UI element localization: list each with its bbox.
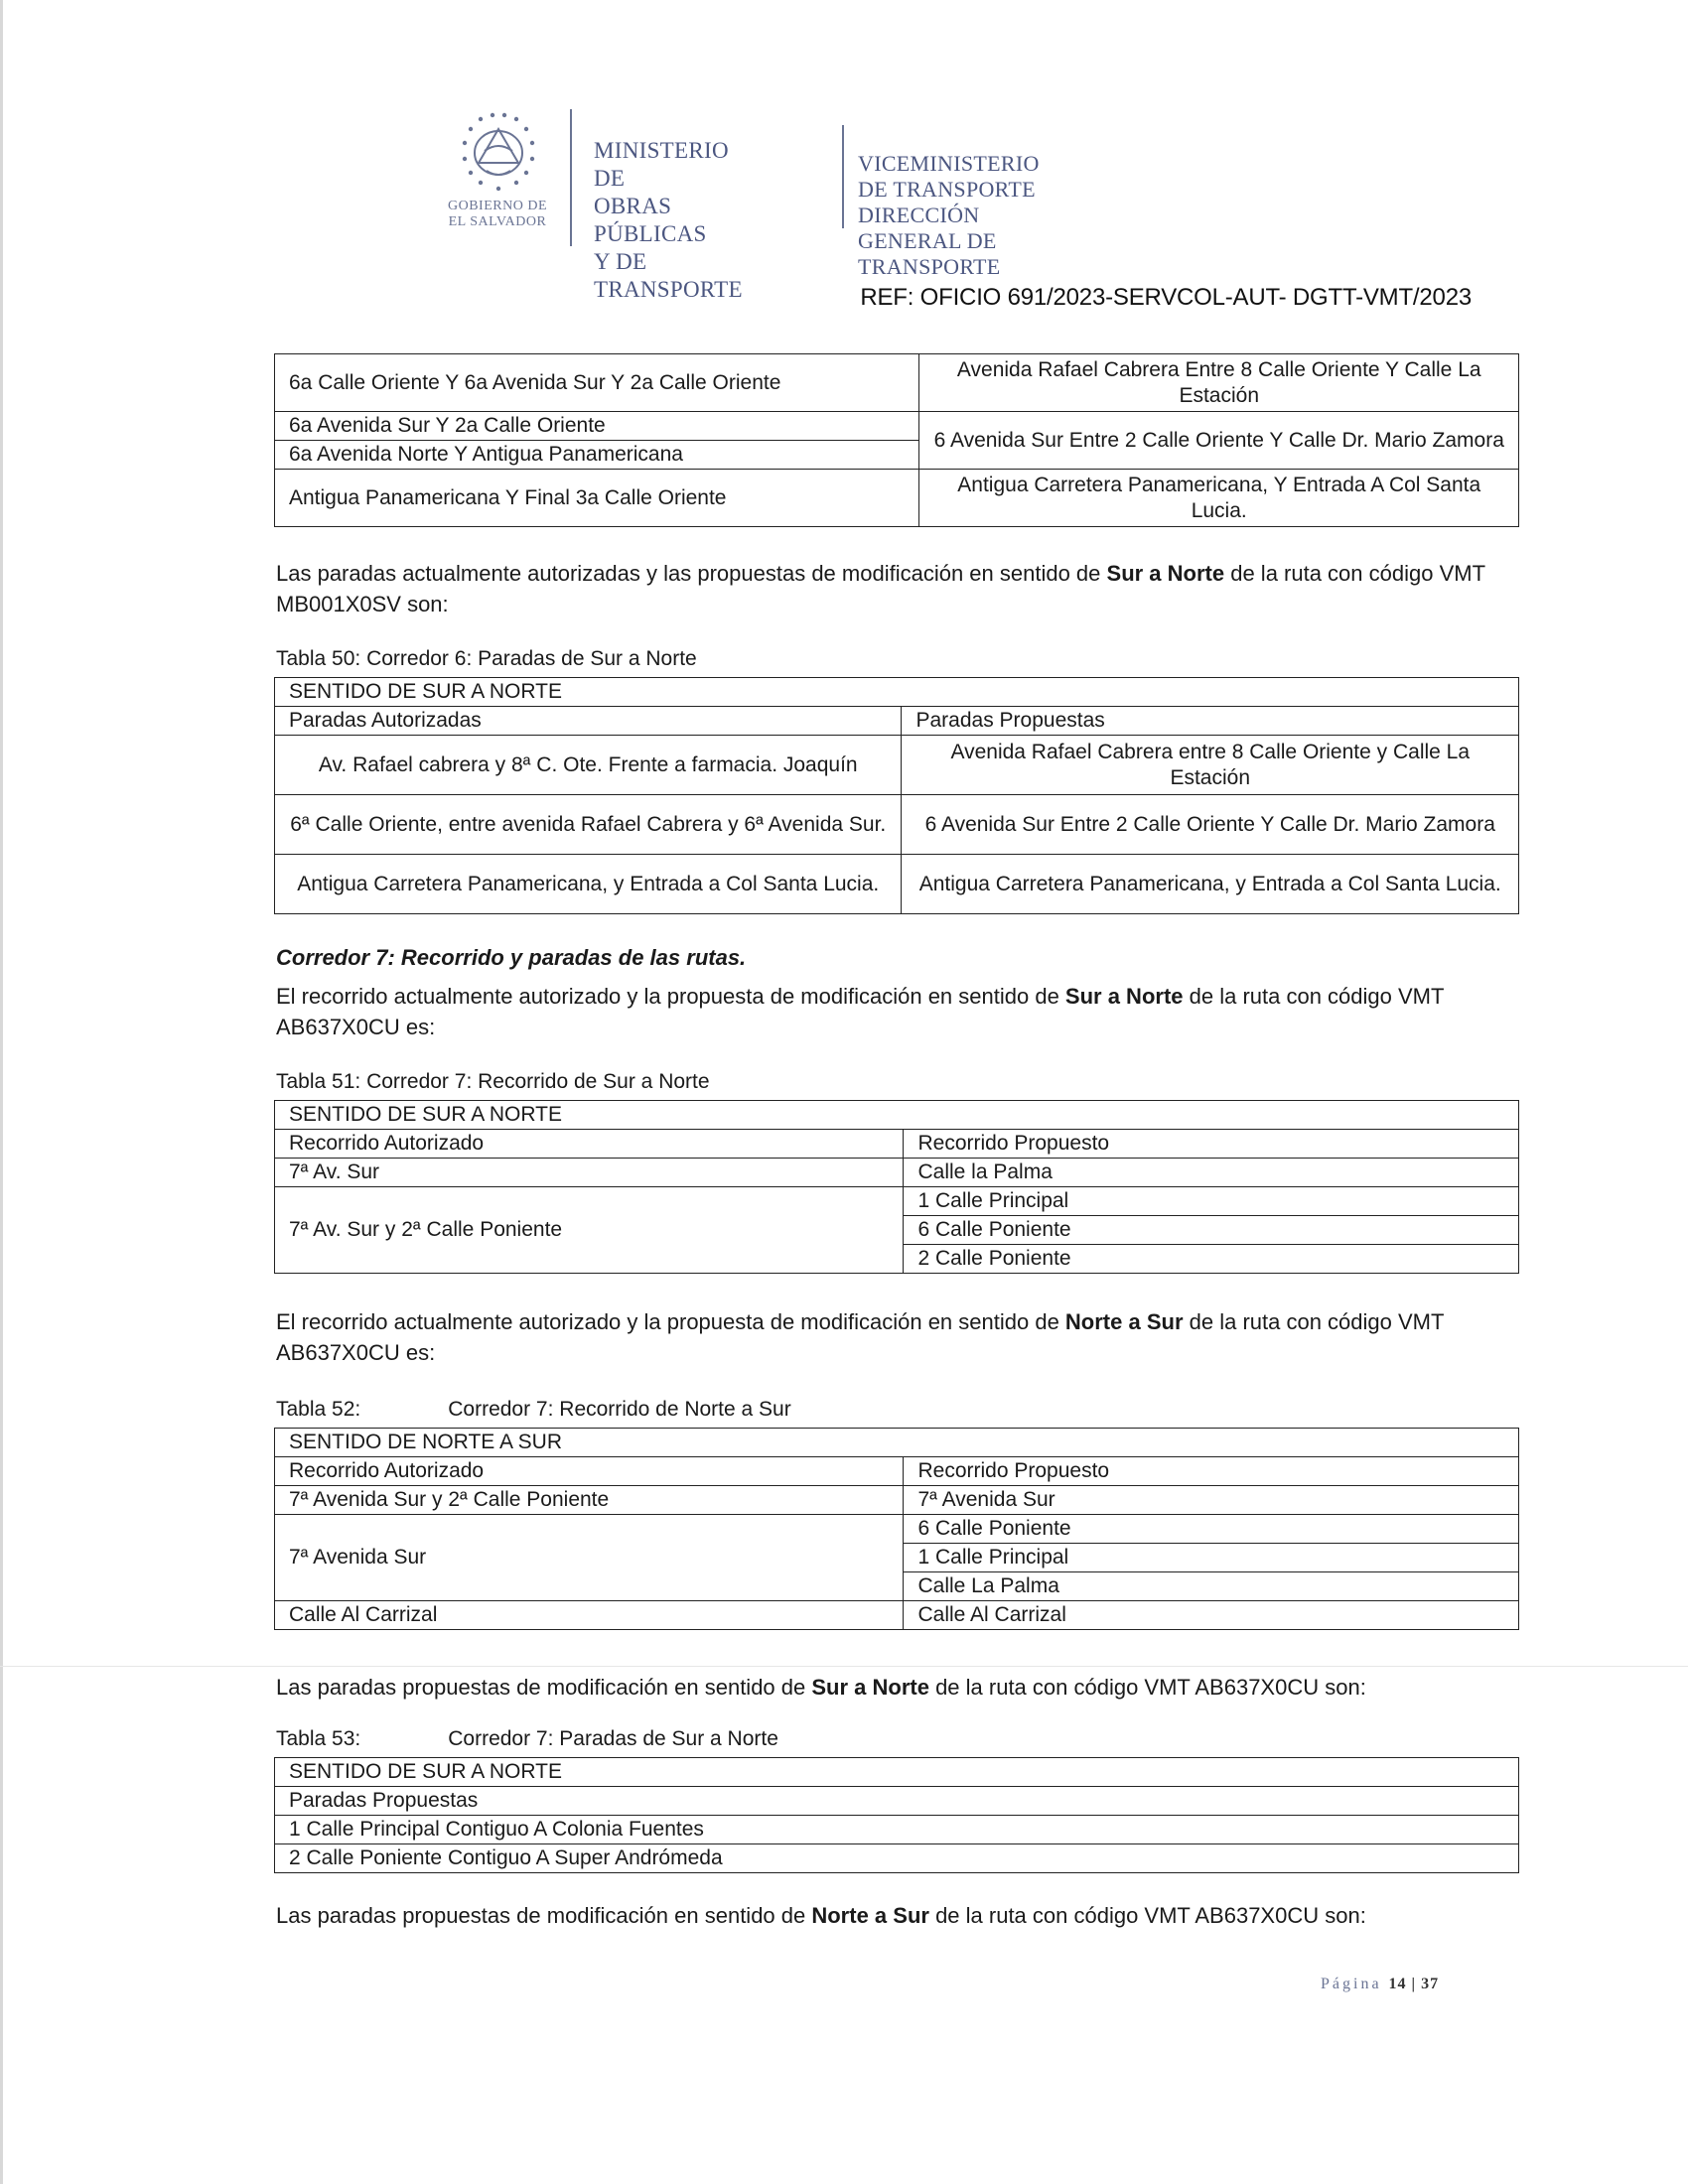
vice-line-1: VICEMINISTERIO DE TRANSPORTE (858, 151, 1040, 202)
paragraph-bold: Norte a Sur (1064, 1309, 1184, 1334)
header-divider (842, 125, 844, 228)
table-caption (276, 1398, 791, 1422)
table-cell: 2 Calle Poniente Contiguo A Super Andrómeda (275, 1844, 1519, 1873)
paragraph-text: de la ruta con código VMT AB637X0CU son: (928, 1903, 1366, 1928)
paragraph (276, 1672, 1527, 1703)
seal-caption (433, 199, 562, 230)
table-cell: 7ª Av. Sur y 2ª Calle Poniente (275, 1187, 904, 1274)
seal-caption-line-1: GOBIERNO DE (448, 199, 547, 213)
paragraph-text: de la ruta con código VMT AB637X0CU es: (276, 1309, 1445, 1365)
table-sentido: SENTIDO DE SUR A NORTE (275, 1758, 1519, 1787)
caption-text: Corredor 7: Recorrido de Norte a Sur (448, 1398, 791, 1421)
table-cell: Antigua Carretera Panamericana, y Entrada a Col Santa Lucia. (902, 855, 1519, 914)
seal-caption-line-2: EL SALVADOR (448, 214, 547, 229)
table-sentido: SENTIDO DE SUR A NORTE (275, 678, 1519, 707)
table-cell: 1 Calle Principal Contiguo A Colonia Fuentes (275, 1816, 1519, 1844)
table-header: Paradas Autorizadas (275, 707, 902, 736)
paragraph (276, 1900, 1527, 1931)
table-cell: Calle la Palma (904, 1159, 1519, 1187)
table-caption: Tabla 50: Corredor 6: Paradas de Sur a Norte (276, 647, 697, 670)
paragraph-bold: Norte a Sur (811, 1903, 929, 1928)
table-header: Recorrido Propuesto (904, 1457, 1519, 1486)
reference-number: REF: OFICIO 691/2023-SERVCOL-AUT- DGTT-VMT/2023 (860, 284, 1472, 311)
continuation-table (274, 353, 1519, 527)
table-cell: 6 Calle Poniente (904, 1216, 1519, 1245)
scan-edge (0, 0, 3, 2184)
paragraph-text: de la ruta con código VMT AB637X0CU es: (276, 984, 1445, 1039)
paragraph (276, 981, 1527, 1042)
paragraph (276, 558, 1527, 619)
page-footer (1321, 1976, 1439, 1993)
paragraph (276, 1306, 1527, 1368)
paragraph-bold: Sur a Norte (1106, 561, 1225, 586)
table-cell: 2 Calle Poniente (904, 1245, 1519, 1274)
ministry-line-1: MINISTERIO DE (594, 138, 729, 191)
table-cell: Calle La Palma (904, 1572, 1519, 1601)
table-cell: Calle Al Carrizal (275, 1601, 904, 1630)
paragraph-text: Las paradas propuestas de modificación en sentido de (276, 1675, 812, 1700)
table-caption (276, 1727, 778, 1751)
table-header: Recorrido Autorizado (275, 1457, 904, 1486)
paragraph-text: Las paradas propuestas de modificación en sentido de (276, 1903, 812, 1928)
paragraph-text: de la ruta con código VMT AB637X0CU son: (928, 1675, 1366, 1700)
table-caption: Tabla 51: Corredor 7: Recorrido de Sur a Norte (276, 1070, 710, 1093)
table-sentido: SENTIDO DE SUR A NORTE (275, 1101, 1519, 1130)
caption-label: Tabla 53: (276, 1727, 361, 1750)
table-cell: Antigua Panamericana Y Final 3a Calle Oriente (275, 470, 919, 527)
vice-line-2: DIRECCIÓN GENERAL DE TRANSPORTE (858, 203, 1001, 279)
table-sentido: SENTIDO DE NORTE A SUR (275, 1429, 1519, 1457)
table-cell: Avenida Rafael Cabrera entre 8 Calle Oriente y Calle La Estación (902, 736, 1519, 795)
table-51 (274, 1100, 1519, 1274)
paragraph-text: de la ruta con código VMT MB001X0SV son: (276, 561, 1485, 616)
table-cell: 1 Calle Principal (904, 1187, 1519, 1216)
section-heading: Corredor 7: Recorrido y paradas de las rutas. (276, 945, 747, 970)
table-cell: Av. Rafael cabrera y 8ª C. Ote. Frente a farmacia. Joaquín (275, 736, 902, 795)
table-cell: Antigua Carretera Panamericana, Y Entrada A Col Santa Lucia. (919, 470, 1519, 527)
paragraph-bold: Sur a Norte (811, 1675, 929, 1700)
table-53 (274, 1757, 1519, 1873)
paragraph-text: Las paradas actualmente autorizadas y las propuestas de modificación en sentido de (276, 561, 1107, 586)
table-header: Paradas Propuestas (275, 1787, 1519, 1816)
caption-text: Corredor 7: Paradas de Sur a Norte (448, 1727, 778, 1750)
ministry-name (594, 137, 743, 304)
table-52 (274, 1428, 1519, 1630)
paragraph-bold: Sur a Norte (1064, 984, 1184, 1009)
paragraph-text: El recorrido actualmente autorizado y la propuesta de modificación en sentido de (276, 1309, 1065, 1334)
header-divider (570, 109, 572, 246)
table-cell: 7ª Avenida Sur y 2ª Calle Poniente (275, 1486, 904, 1515)
table-cell: 7ª Avenida Sur (904, 1486, 1519, 1515)
page-number: 14 | 37 (1388, 1976, 1440, 1992)
table-header: Recorrido Propuesto (904, 1130, 1519, 1159)
table-cell: Antigua Carretera Panamericana, y Entrada a Col Santa Lucia. (275, 855, 902, 914)
ministry-line-2: OBRAS PÚBLICAS (594, 194, 707, 246)
table-cell: 7ª Av. Sur (275, 1159, 904, 1187)
table-cell: 6ª Calle Oriente, entre avenida Rafael Cabrera y 6ª Avenida Sur. (275, 795, 902, 855)
table-cell: Calle Al Carrizal (904, 1601, 1519, 1630)
table-cell: 6a Avenida Sur Y 2a Calle Oriente (275, 412, 919, 441)
caption-label: Tabla 52: (276, 1398, 361, 1421)
table-50 (274, 677, 1519, 914)
ministry-line-3: Y DE TRANSPORTE (594, 249, 743, 302)
viceministry-name (858, 151, 1040, 280)
table-cell: 6 Calle Poniente (904, 1515, 1519, 1544)
paragraph-text: El recorrido actualmente autorizado y la propuesta de modificación en sentido de (276, 984, 1065, 1009)
table-cell: 1 Calle Principal (904, 1544, 1519, 1572)
table-cell: Avenida Rafael Cabrera Entre 8 Calle Oriente Y Calle La Estación (919, 354, 1519, 412)
table-cell: 6a Avenida Norte Y Antigua Panamericana (275, 441, 919, 470)
table-cell: 6 Avenida Sur Entre 2 Calle Oriente Y Calle Dr. Mario Zamora (902, 795, 1519, 855)
scan-artifact-line (0, 1666, 1688, 1667)
table-header: Paradas Propuestas (902, 707, 1519, 736)
table-cell: 6a Calle Oriente Y 6a Avenida Sur Y 2a Calle Oriente (275, 354, 919, 412)
table-header: Recorrido Autorizado (275, 1130, 904, 1159)
table-cell: 7ª Avenida Sur (275, 1515, 904, 1601)
page-label: Página (1321, 1976, 1382, 1992)
table-cell: 6 Avenida Sur Entre 2 Calle Oriente Y Calle Dr. Mario Zamora (919, 412, 1519, 470)
